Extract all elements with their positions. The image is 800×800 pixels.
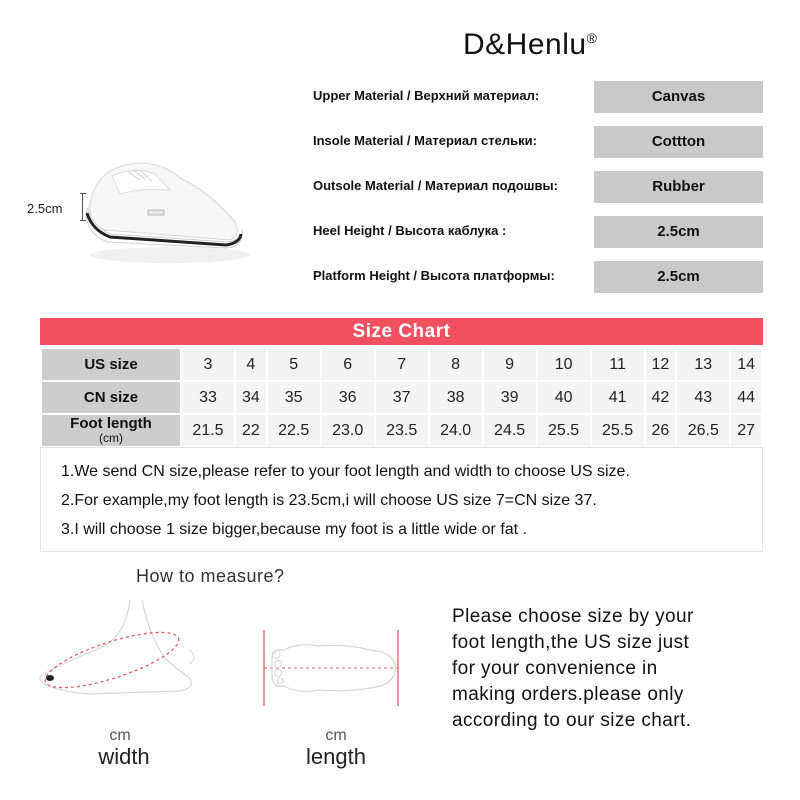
size-row-header xyxy=(42,415,180,446)
size-cell: 10 xyxy=(538,349,590,380)
spec-row-platform-height xyxy=(313,261,763,293)
advice-line: foot length,the US size just xyxy=(452,632,690,653)
size-row xyxy=(42,349,761,380)
registered-mark: ® xyxy=(586,30,598,46)
size-cell: 38 xyxy=(430,382,482,413)
spec-label: Platform Height / Высота платформы: xyxy=(313,268,555,283)
advice-line: making orders.please only xyxy=(452,684,684,705)
foot-width-icon xyxy=(30,598,205,703)
spec-value: Rubber xyxy=(594,171,763,203)
size-cell: 7 xyxy=(376,349,428,380)
size-row xyxy=(42,415,761,446)
brand-logo xyxy=(463,28,597,62)
size-cell: 5 xyxy=(268,349,320,380)
spec-value: Cottton xyxy=(594,126,763,158)
size-cell: 25.5 xyxy=(538,415,590,446)
advice-line: Please choose size by your xyxy=(452,606,694,627)
size-cell: 23.5 xyxy=(376,415,428,446)
size-cell: 34 xyxy=(236,382,266,413)
size-cell: 22.5 xyxy=(268,415,320,446)
size-row-unit: (cm) xyxy=(99,430,123,445)
size-cell: 33 xyxy=(182,382,234,413)
brand-name: D&Henlu xyxy=(463,28,587,61)
size-cell: 35 xyxy=(268,382,320,413)
advice-line: according to our size chart. xyxy=(452,710,692,731)
spec-label: Upper Material / Верхний материал: xyxy=(313,88,540,103)
spec-value: 2.5cm xyxy=(594,216,763,248)
spec-value: 2.5cm xyxy=(594,261,763,293)
spec-row-outsole xyxy=(313,171,763,203)
size-cell: 36 xyxy=(322,382,374,413)
size-row-header xyxy=(42,349,180,380)
note-item: 2.For example,my foot length is 23.5cm,i will choose US size 7=CN size 37. xyxy=(61,492,597,509)
size-row-label: Foot length xyxy=(70,414,152,432)
width-label: width xyxy=(98,744,150,769)
size-cell: 42 xyxy=(646,382,676,413)
size-cell: 6 xyxy=(322,349,374,380)
size-cell: 12 xyxy=(646,349,676,380)
size-row-header xyxy=(42,382,180,413)
size-row-label: US size xyxy=(84,355,138,373)
size-cell: 21.5 xyxy=(182,415,234,446)
size-chart-title: Size Chart xyxy=(40,318,763,345)
size-chart xyxy=(40,318,763,448)
size-cell: 40 xyxy=(538,382,590,413)
measure-title: How to measure? xyxy=(136,566,285,586)
size-cell: 14 xyxy=(731,349,761,380)
spec-label: Outsole Material / Материал подошвы: xyxy=(313,178,558,193)
length-unit: cm xyxy=(325,727,347,744)
size-cell: 11 xyxy=(592,349,644,380)
foot-side-illustration xyxy=(30,598,205,703)
size-cell: 25.5 xyxy=(592,415,644,446)
size-cell: 39 xyxy=(484,382,536,413)
size-notes xyxy=(40,447,763,552)
length-label: length xyxy=(306,744,366,769)
advice-line: for your convenience in xyxy=(452,658,658,679)
size-cell: 41 xyxy=(592,382,644,413)
size-row-label: CN size xyxy=(83,388,139,406)
spec-label: Insole Material / Материал стельки: xyxy=(313,133,537,148)
size-cell: 24.5 xyxy=(484,415,536,446)
size-cell: 23.0 xyxy=(322,415,374,446)
size-cell: 8 xyxy=(430,349,482,380)
size-row xyxy=(42,382,761,413)
size-cell: 44 xyxy=(731,382,761,413)
spec-value: Canvas xyxy=(594,81,763,113)
size-cell: 26.5 xyxy=(677,415,729,446)
spec-row-upper xyxy=(313,81,763,113)
size-cell: 4 xyxy=(236,349,266,380)
size-cell: 37 xyxy=(376,382,428,413)
size-cell: 9 xyxy=(484,349,536,380)
size-cell: 26 xyxy=(646,415,676,446)
spec-row-insole xyxy=(313,126,763,158)
foot-sole-illustration xyxy=(258,628,408,708)
size-cell: 27 xyxy=(731,415,761,446)
height-marker-icon xyxy=(80,193,86,221)
foot-length-icon xyxy=(258,628,408,708)
size-advice xyxy=(452,604,752,734)
note-item: 1.We send CN size,please refer to your foot length and width to choose US size. xyxy=(61,463,630,480)
size-cell: 24.0 xyxy=(430,415,482,446)
heel-height-label: 2.5cm xyxy=(27,201,63,216)
size-cell: 3 xyxy=(182,349,234,380)
width-unit: cm xyxy=(109,727,131,744)
spec-label: Heel Height / Высота каблука : xyxy=(313,223,507,238)
size-cell: 43 xyxy=(677,382,729,413)
spec-row-heel-height xyxy=(313,216,763,248)
size-cell: 13 xyxy=(677,349,729,380)
size-cell: 22 xyxy=(236,415,266,446)
size-table xyxy=(40,347,763,448)
note-item: 3.I will choose 1 size bigger,because my foot is a little wide or fat . xyxy=(61,521,528,538)
